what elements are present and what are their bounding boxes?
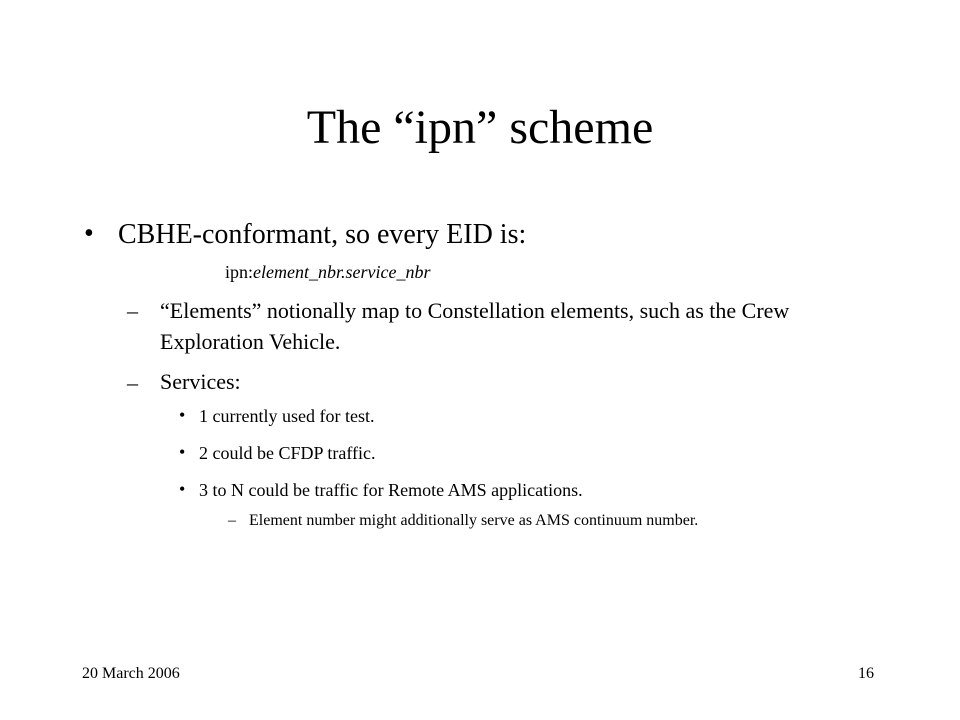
sub-sub-bullet-element-number: Element number might additionally serve as AMS continuum number. <box>249 512 699 529</box>
bullet-marker: • <box>179 442 186 462</box>
footer-date: 20 March 2006 <box>82 665 180 682</box>
bullet-marker: • <box>179 405 186 425</box>
dash-marker: – <box>228 512 236 529</box>
bullet-cbhe-conformant: CBHE-conformant, so every EID is: <box>118 219 527 250</box>
service-item: 3 to N could be traffic for Remote AMS applications. <box>199 480 583 500</box>
bullet-marker: • <box>84 218 94 249</box>
bullet-marker: • <box>179 479 186 499</box>
eid-format-line <box>225 261 430 283</box>
sub-bullet-services: Services: <box>160 369 241 394</box>
dash-marker: – <box>127 370 138 395</box>
service-item: 1 currently used for test. <box>199 406 375 426</box>
eid-format: element_nbr.service_nbr <box>253 262 431 282</box>
slide-title: The “ipn” scheme <box>306 101 654 154</box>
page-number: 16 <box>858 665 874 682</box>
sub-bullet-elements: “Elements” notionally map to Constellation elements, such as the Crew Exploration Vehicle. <box>160 298 790 354</box>
dash-marker: – <box>127 298 138 323</box>
eid-prefix: ipn: <box>225 262 254 282</box>
service-item: 2 could be CFDP traffic. <box>199 443 376 463</box>
